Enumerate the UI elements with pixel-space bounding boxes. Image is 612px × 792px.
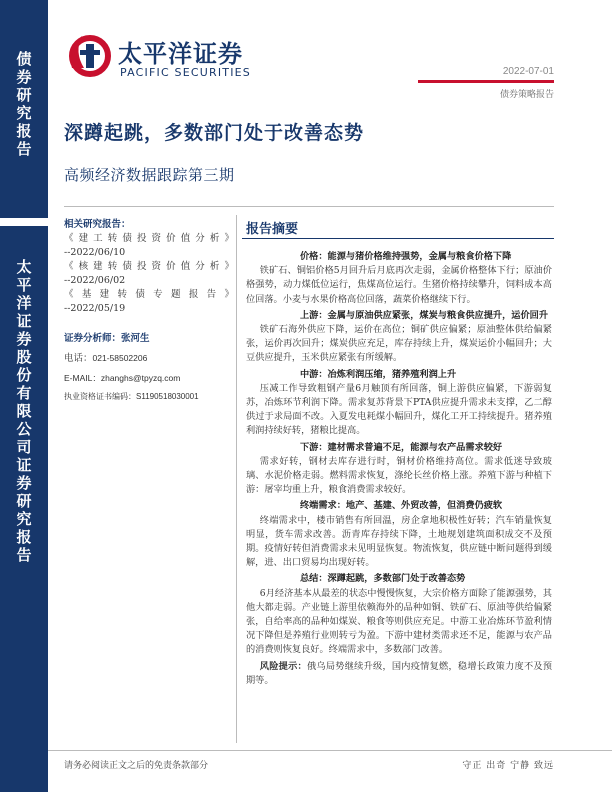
- related-report-title[interactable]: 《核建转债投资价值分析》: [64, 261, 234, 272]
- sidebar-bottom-band: [0, 226, 48, 792]
- pacific-securities-logo-icon: [64, 28, 114, 84]
- phone-label: 电话：: [64, 353, 93, 364]
- footer-motto: 守正 出奇 宁静 致远: [462, 761, 554, 771]
- email-label: E-MAIL：: [64, 373, 101, 383]
- section-heading: 价格：能源与猪价格维持强势，金属与粮食价格下降: [300, 251, 512, 262]
- footer-disclaimer[interactable]: 请务必阅读正文之后的免责条款部分: [64, 761, 209, 771]
- sidebar-bottom-text: 太平洋证券股份有限公司证券研究报告: [16, 258, 32, 564]
- section-heading: 终端需求：地产、基建、外贸改善，但消费仍疲软: [300, 500, 503, 512]
- report-date: 2022-07-01: [502, 66, 554, 77]
- section-paragraph: 铁矿石、铜铝价格5月回升后月底再次走弱，金属价格整体下行；原油价格强势，动力煤低位运行，焦煤高位运行。生猪价格持续攀升，饲料成本高位回落。小麦与水果价格高位回落，蔬菜价格继续下行。: [246, 265, 552, 305]
- page-title: 深蹲起跳，多数部门处于改善态势: [64, 122, 365, 144]
- page-subtitle: 高频经济数据跟踪第三期: [64, 166, 235, 184]
- analyst-label: 证券分析师：: [64, 333, 122, 344]
- cert-label: 执业资格证书编码：: [64, 392, 136, 401]
- summary-heading: 报告摘要: [246, 222, 299, 237]
- report-type: 债券策略报告: [499, 90, 554, 100]
- summary-divider: [242, 238, 554, 239]
- phone-value: 021-58502206: [92, 353, 148, 363]
- related-reports-label: 相关研究报告：: [64, 219, 131, 230]
- column-divider: [236, 215, 237, 743]
- section-heading: 总结：深蹲起跳，多数部门处于改善态势: [300, 573, 466, 585]
- section-paragraph: 需求好转，钢材去库存进行时，铜材价格维持高位。需求低迷导致玻璃、水泥价格走弱。燃料需求恢复，涤纶长丝价格上涨。养殖下游与种植下游：屠宰均重上升，粮食消费需求较好。: [246, 455, 552, 496]
- section-paragraph: 铁矿石海外供应下降，运价在高位；铜矿供应偏紧；原油整体供给偏紧张，运价再次回升；煤炭供应充足，库存持续上升，煤炭运价小幅回升；大豆供应提升，玉米供应紧张有所缓解。: [246, 324, 552, 364]
- section-paragraph: 压减工作导致粗钢产量6月触顶有所回落，铜上游供应偏紧，下游弱复苏，冶炼环节利润下降。需求复苏背景下PTA供应提升需求未支撑，乙二醇供过于求局面不改。入夏发电耗煤小幅回升，煤化工开工持续提升。猪养殖利润持续好转，猪粮比提高。: [246, 382, 552, 437]
- analyst-name: 张河生: [121, 333, 150, 344]
- related-report-title[interactable]: 《基建转债专题报告》: [64, 289, 234, 300]
- section-paragraph: 6月经济基本从最差的状态中慢慢恢复，大宗价格方面除了能源强势，其他大都走弱。产业链上游里依赖海外的品种如铜、铁矿石、原油等供给偏紧张，自给率高的品种如煤炭、粮食等则供应充足。中游工业冶炼环节盈利情况下降但是养殖行业则转亏为盈。下游中建材类需求还不足，能源与农产品的消费则恢复良好。终端需求中，多数部门改善。: [246, 587, 552, 656]
- sidebar-top-band: [0, 0, 48, 218]
- header-divider: [418, 80, 554, 83]
- risk-heading: 风险提示：: [259, 660, 307, 672]
- title-divider: [64, 206, 554, 207]
- section-paragraph: 终端需求中，楼市销售有所回温，房企拿地积极性好转；汽车销量恢复明显，货车需求改善。沥青库存持续下降，土地规划建筑面积成交不及预期。疫情好转但消费需求未见明显恢复。物流恢复，供应链中断问题得到缓解，进、出口贸易均出现好转。: [246, 514, 552, 569]
- info-column: [64, 218, 234, 404]
- logo-name-en: PACIFIC SECURITIES: [120, 66, 251, 79]
- related-report-date: --2022/05/19: [64, 303, 126, 314]
- related-report-date: --2022/06/10: [64, 247, 126, 258]
- cert-value: S1190518030001: [136, 392, 199, 401]
- related-report-title[interactable]: 《建工转债投资价值分析》: [64, 233, 234, 244]
- section-heading: 上游：金属与原油供应紧张，煤炭与粮食供应提升，运价回升: [300, 309, 549, 321]
- section-heading: 中游：冶炼利润压缩，猪养殖利润上升: [300, 368, 457, 380]
- section-heading: 下游：建材需求普遍不足，能源与农产品需求较好: [300, 441, 503, 453]
- footer-divider: [48, 750, 612, 751]
- related-report-date: --2022/06/02: [64, 275, 126, 286]
- summary-body: [246, 250, 552, 688]
- risk-paragraph: 俄乌局势继续升级，国内疫情复燃，稳增长政策力度不及预期等。: [246, 660, 553, 686]
- logo-name-cn: 太平洋证券: [118, 40, 243, 68]
- email-value[interactable]: zhanghs@tpyzq.com: [100, 373, 181, 383]
- sidebar-top-text: 债券研究报告: [16, 50, 32, 158]
